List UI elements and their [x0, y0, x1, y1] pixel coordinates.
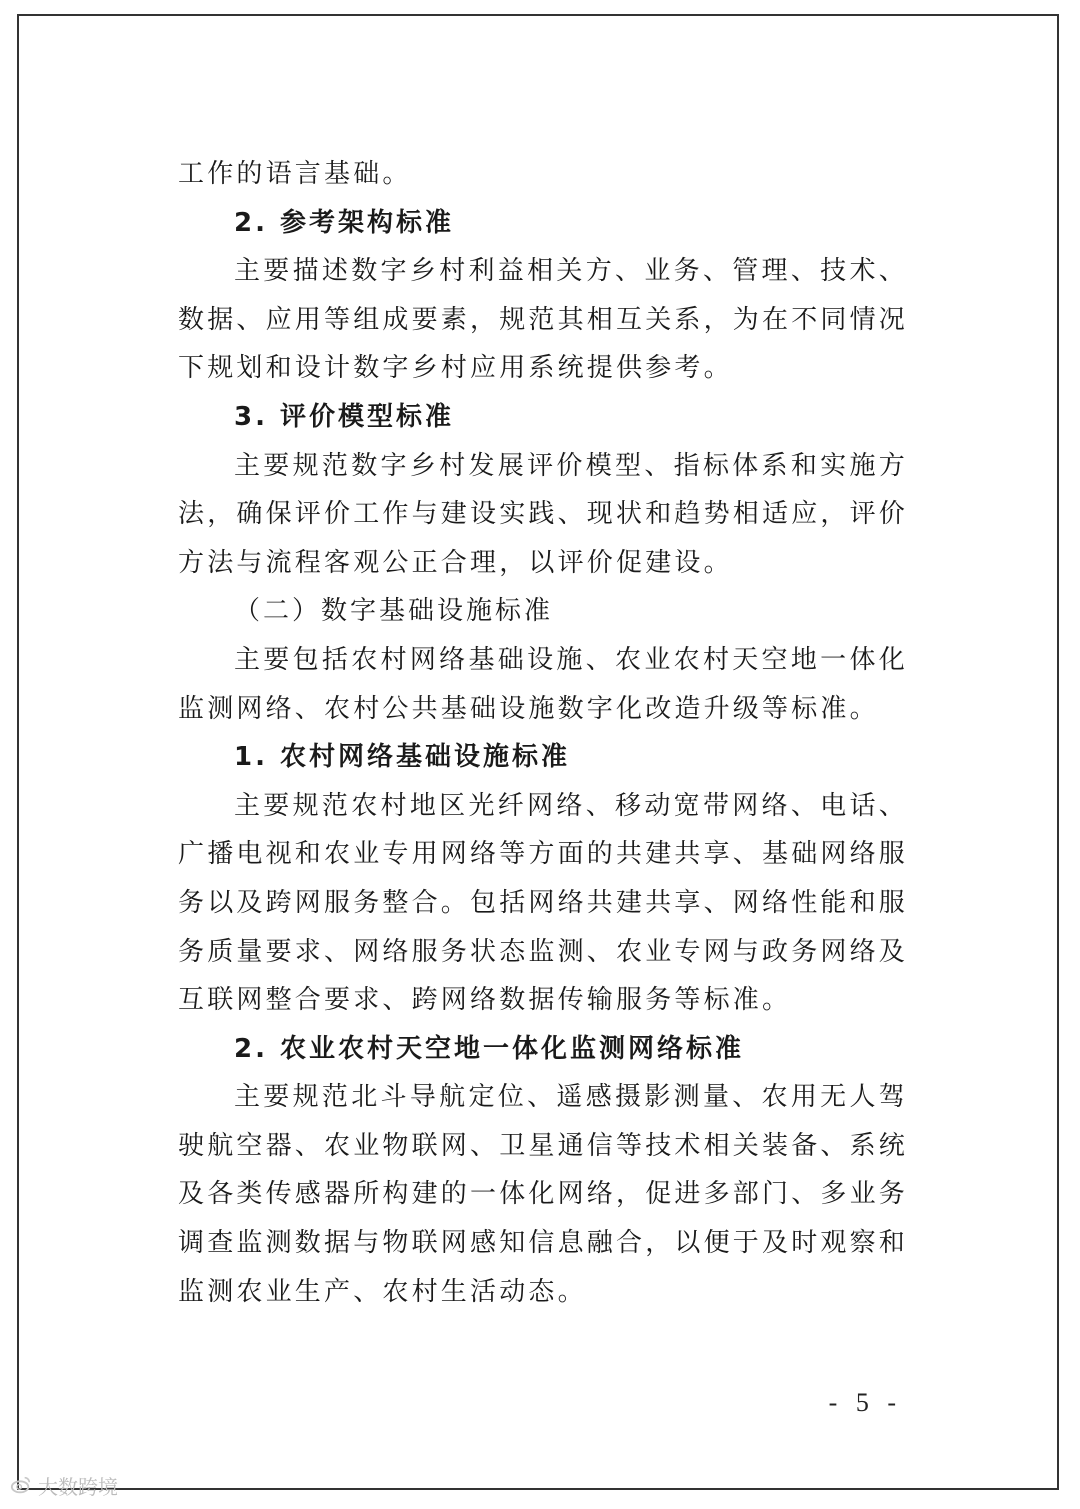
chapter-heading: （二）数字基础设施标准	[234, 596, 554, 627]
body-paragraph: 主要描述数字乡村利益相关方、业务、管理、技术、数据、应用等组成要素，规范其相互关系，为在不同情况下规划和设计数字乡村应用系统提供参考。	[178, 256, 909, 384]
body-paragraph: 主要规范农村地区光纤网络、移动宽带网络、电话、广播电视和农业专用网络等方面的共建共享、基础网络服务以及跨网服务整合。包括网络共建共享、网络性能和服务质量要求、网络服务状态监测、农业专网与政务网络及互联网整合要求、跨网络数据传输服务等标准。	[178, 790, 909, 1016]
body-paragraph: 主要规范数字乡村发展评价模型、指标体系和实施方法，确保评价工作与建设实践、现状和趋势相适应，评价方法与流程客观公正合理，以评价促建设。	[178, 450, 909, 578]
watermark-text: 大数跨境	[38, 1474, 118, 1499]
body-paragraph: 主要包括农村网络基础设施、农业农村天空地一体化监测网络、农村公共基础设施数字化改造升级等标准。	[178, 644, 908, 724]
section-heading: 1. 农村网络基础设施标准	[234, 742, 571, 773]
section-heading: 3. 评价模型标准	[234, 401, 455, 432]
document-body	[178, 150, 908, 1316]
watermark	[10, 1470, 118, 1500]
page-number: - 5 -	[828, 1388, 902, 1417]
section-heading: 2. 农业农村天空地一体化监测网络标准	[234, 1033, 745, 1064]
weibo-icon	[10, 1474, 32, 1496]
body-paragraph: 工作的语言基础。	[178, 159, 412, 189]
section-heading: 2. 参考架构标准	[234, 207, 455, 238]
body-paragraph: 主要规范北斗导航定位、遥感摄影测量、农用无人驾驶航空器、农业物联网、卫星通信等技术相关装备、系统及各类传感器所构建的一体化网络，促进多部门、多业务调查监测数据与物联网感知信息融合，以便于及时观察和监测农业生产、农村生活动态。	[178, 1082, 909, 1307]
